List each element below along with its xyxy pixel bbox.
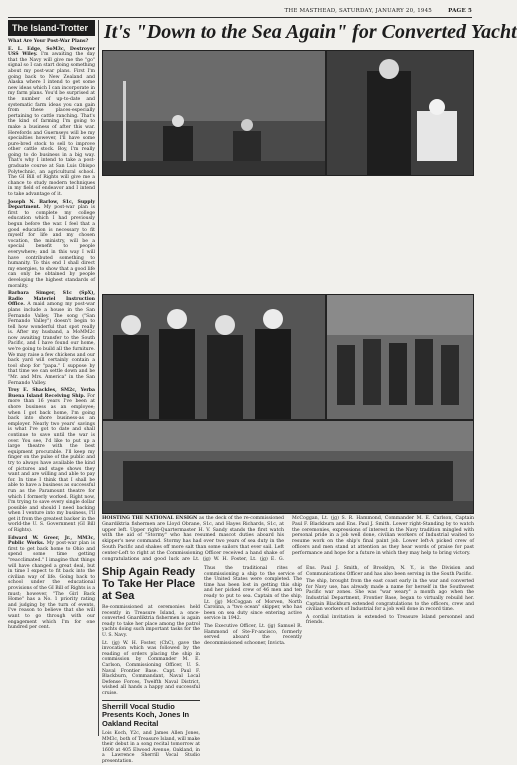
column-title: The Island-Trotter — [8, 20, 95, 36]
entry-name: Troy E. Shackles, SM2c, Yerba Buena Island Receiving Ship. — [8, 388, 95, 399]
column-divider — [98, 20, 99, 736]
entry-1 — [8, 200, 95, 290]
sailors-saluting-photo — [326, 50, 474, 176]
entry-3 — [8, 388, 95, 533]
story-officers — [306, 566, 474, 738]
caption-lead: HOISTING THE NATIONAL ENSIGN — [102, 516, 198, 521]
running-header — [8, 6, 472, 16]
story-ship-ready — [102, 566, 200, 764]
flag-raising-photo — [102, 50, 326, 176]
officers-handshake-photo — [102, 294, 326, 420]
page-number: PAGE 5 — [448, 8, 472, 14]
entry-0 — [8, 47, 95, 198]
header-rule — [8, 17, 472, 18]
page-headline: It's "Down to the Sea Again" for Converted Yacht — [104, 21, 517, 43]
crew-ranks-photo — [102, 420, 474, 514]
story-paragraph: Lois Koch, Y2c, and James Allen Jones, MM3c, both of Treasure Island, will make their debut in a song recital tomorrow at 1600 at 405 Elwood Avenue, Oakland, in a Lawrence Sherrill Vocal Studio presentation. — [102, 731, 200, 764]
photo-caption — [102, 516, 474, 562]
entry-name: Joseph N. Barlow, S1c, Supply Department. — [8, 199, 95, 211]
entry-text: My post-war plan is first to complete my college education which I had previously begun before the war. I feel that a good education is necessary to fit myself for life and my chosen vocation, the ministry, will be a special benefit to people everywhere; and in this way I will have contributed something to humanity. To this end I shall direct my energies, to show that a good life can only be obtained by people developing the highest standards of morality. — [8, 205, 95, 289]
story-paragraph: Thus the traditional rites of commissioning a ship to the service of the United States were completed. The time has been lost in getting this ship and her picked crew of 46 men and ten ready to put to sea. Captain of the ship, Lt. (jg) McCoggan of Morven, North Carolina, a "two ocean" skipper, who has been on sea duty since entering active service in 1942. — [204, 566, 302, 622]
story-paragraph: Re-commissioned at ceremonies held recently in Treasure Island, a once-converted Gnardiktria fishermen is again ready to take her place among the patrol yachts doing such important tasks for the U. S. Navy. — [102, 605, 200, 638]
entry-text: A maid among my post-war plans include a house in the San Fernando Valley. The song ("San Fernando Valley") doesn't begin to tell how wonderful that spot really is. After my husband, a MoMM2c now awaiting transfer to the South Pacific, and I have found our home, we're going to build all the furniture. We may raise a few chickens and our back yard will certainly contain a tool shop for "papa." I suppose by that time we can settle down and be "Mr. and Mrs. America" in the San Fernando Valley. — [8, 302, 96, 386]
entry-text: For more than 16 years I've been at shore business as an employee; when I got back home, I'm going back into shore business-as an employer. Nearly two years' savings is what I've got to date and shall continue to save until the war is over. You see, I'd like to put up a large theatre with the best equipment procurable. I'll keep my finger on the pulse of the public and try to always have available the kind of pictures and stage shows they want and are willing and able to pay for. In time I think that I shall be able to have a business as successful run as the Paramount theatre for which I formerly worked. Right now, I'm trying to save every single dollar possible and should I need backing when I venture into my business, I'll get it from the greatest backer in the world-the U. S. Government (GI Bill of Rights). — [8, 393, 95, 534]
entry-text: I'm awaiting the day that the Navy will give me the "go" signal so I can start doing something about my post-war plans. First I'm going back to New Zealand and Alaska where I intend to get some new ideas which I can incorporate in my farm plans. You'd be surprised at the number of up-to-date and systematic farm ideas you can gain from these places-especially pertaining to cattle ranching. That's the kind of farming I'm going to make a business of after this war. Herefords and Guernseys will be my specialties however, I'll have some pure-bred stock to sell to improve other cattle stock. Boy, I'm really going to do business in a big way. That's why I intend to take a post-graduate course at San Luis Obispo Polytechnic, an agricultural school. The GI Bill of Rights will give me a chance to study modern techniques in my field of endeavor and I intend to take advantage of it. — [8, 52, 95, 198]
ship-deck-photo — [326, 294, 474, 420]
entry-name: Barbara Simger, S1c (SpX), Radio Materiel Instruction Office. — [8, 291, 95, 308]
entry-4 — [8, 536, 95, 631]
story-commission-continued — [204, 566, 302, 738]
entry-name: E. L. Edge, SoM3c, Destroyer USS Wiley. — [8, 46, 95, 58]
entry-text: My post-war plan is first to get back home to Ohio and spend some time getting "reacclimated." I imagine that things will have changed a great deal, but in time I expect to fit back into the civilian way of life. Going back to school under the educational provisions of the GI Bill of Rights is a must; however, "The Girl Back Home" has a No. 1 priority rating and judging by the turn of events, I've reason to believe that she will want to go through with our engagement which I'm for one hundred per cent. — [8, 541, 95, 631]
story-paragraph: A cordial invitation is extended to Treasure Island personnel and friends. — [306, 614, 474, 626]
story-paragraph: Ens. Paul J. Smith, of Brooklyn, N. Y., is the Division and Communications Officer and has also been serving in the South Pacific. — [306, 566, 474, 577]
column-question: What Are Your Post-War Plans? — [8, 39, 89, 44]
story-paragraph: The ship, brought from the east coast early in the war and converted for Navy use, has already made a name for herself in the Southwest Pacific war zones. She was "war weary" a month ago when the Industrial Department, Frontier Base, began to virtually rebuild her. Captain Blackburn extended congratulations to the officers, crew and civilian workers of Industrial for a job well done in record time. — [306, 579, 474, 613]
caption-text: as the deck of the re-commissioned Gnardiktria fishermen are Lloyd Obrane, S1c, and Hayes Richards, S1c, at upper left. Upper right-Quartermaster H. V. Sandy stands the first watch with the aid of "Stormy" who has resumed mascot duties aboard his skipper's new command. Stormy has had over two years of sea duty in the South Pacific and shakes off more salt than some sailors that ever sail. Left center-Left to right at the Commissioning Officer received a hand shake of congratulations and good luck are Lt. (jg) W. H. Foster, Lt. (jg) E. G. McCoggan, Lt. (jg) S. R. Hammond, Commander M. E. Carlson, Captain Paul F. Blackburn and Ens. Paul J. Smith. Lower right-Standing by to watch the ceremonies, expressions of interest in the Navy tradition mingled with personal pride in a job well done, civilian workers of Industrial waited to resume work on the ship's final paint job. Lower left-A picked crew of officers and men stand at attention as they hear words of praise for past performance and hope for a future in which they may help to bring victory. — [102, 516, 474, 562]
publication-line: THE MASTHEAD, SATURDAY, JANUARY 20, 1945 — [284, 8, 432, 14]
story-paragraph: The Executive Officer, Lt. (jg) Samuel R. Hammond of Ste-Fr-ancisco, formerly served aboard the recently decommissioned schooner, Invicta. — [204, 623, 302, 646]
entry-2 — [8, 291, 95, 386]
island-trotter-column — [8, 20, 95, 736]
entry-name: Edward W. Greer, Jr., MM3c, Public Works. — [8, 535, 95, 547]
story-headline: Ship Again Ready To Take Her Place at Sea — [102, 566, 196, 602]
story-headline-2: Sherrill Vocal Studio Presents Koch, Jones In Oakland Recital — [102, 700, 200, 729]
story-paragraph: Lt. (jg) W. H. Foster, (ChC), gave the invocation which was followed by the reading of orders placing the ship in commission by Commander M. E. Carlson, Commissioning Officer, U. S. Naval Frontier Base. Capt. Paul F. Blackburn, Commandant, Naval Local Defense Forces, Twelfth Naval District, wished all hands a happy and successful cruise. — [102, 640, 200, 696]
